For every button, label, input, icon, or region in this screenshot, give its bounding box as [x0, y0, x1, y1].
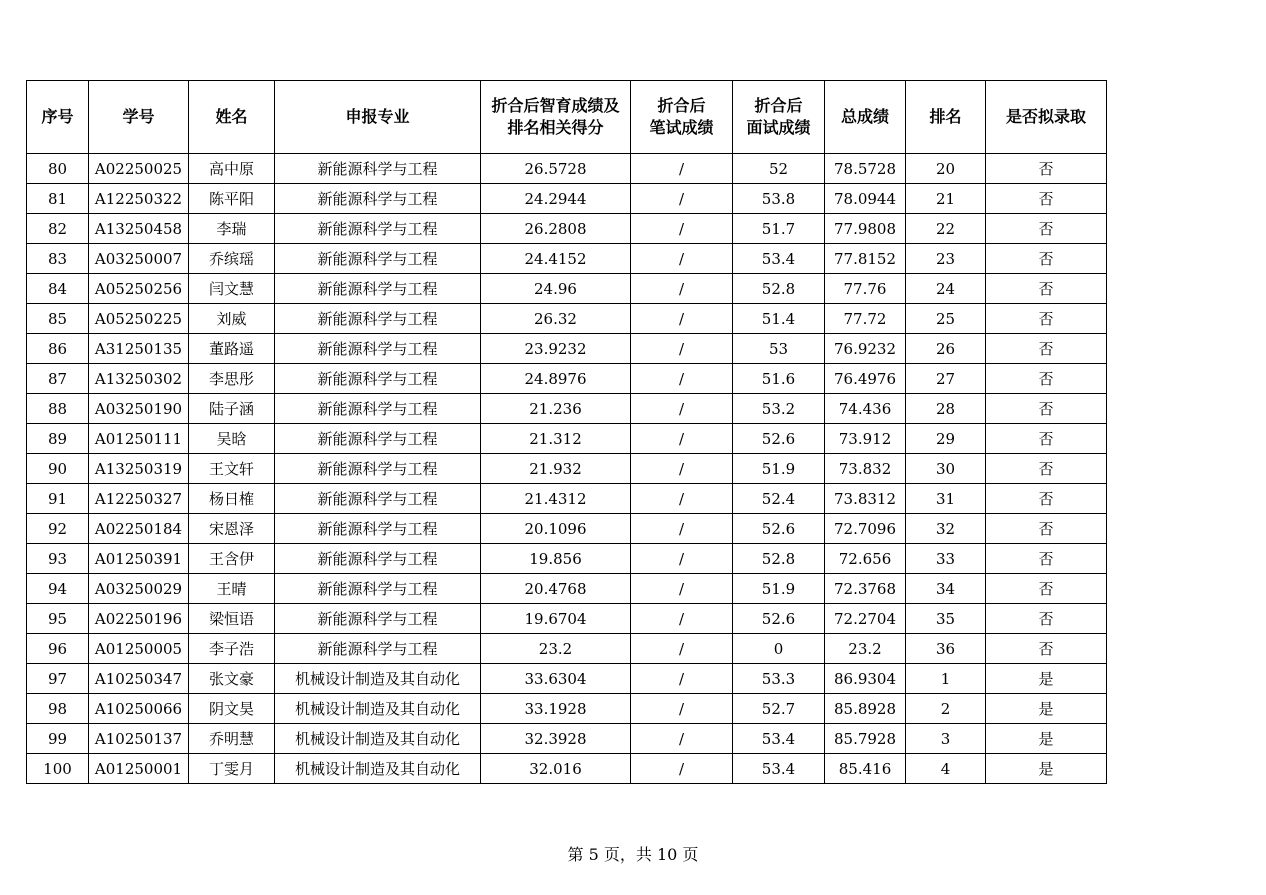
name-cell: 刘威	[189, 304, 275, 334]
admission-cell: 否	[986, 484, 1107, 514]
interview-score-cell: 52.4	[733, 484, 825, 514]
rank-cell: 34	[906, 574, 986, 604]
rank-cell: 1	[906, 664, 986, 694]
name-cell: 陈平阳	[189, 184, 275, 214]
major-cell: 新能源科学与工程	[275, 574, 481, 604]
written-score-cell: /	[631, 634, 733, 664]
admission-cell: 否	[986, 154, 1107, 184]
admission-cell: 否	[986, 574, 1107, 604]
interview-score-cell: 53.3	[733, 664, 825, 694]
interview-score-cell: 52.8	[733, 544, 825, 574]
serial-number-cell: 86	[27, 334, 89, 364]
major-cell: 新能源科学与工程	[275, 514, 481, 544]
table-row	[27, 634, 1107, 664]
rank-cell: 36	[906, 634, 986, 664]
academic-score-cell: 21.4312	[481, 484, 631, 514]
total-score-cell: 74.436	[825, 394, 906, 424]
academic-score-cell: 24.8976	[481, 364, 631, 394]
student-id-cell: A02250184	[89, 514, 189, 544]
admission-cell: 否	[986, 274, 1107, 304]
serial-number-cell: 98	[27, 694, 89, 724]
total-score-cell: 77.72	[825, 304, 906, 334]
major-cell: 新能源科学与工程	[275, 184, 481, 214]
name-cell: 张文豪	[189, 664, 275, 694]
table-row	[27, 334, 1107, 364]
written-score-cell: /	[631, 694, 733, 724]
major-cell: 新能源科学与工程	[275, 544, 481, 574]
rank-cell: 23	[906, 244, 986, 274]
academic-score-cell: 23.2	[481, 634, 631, 664]
serial-number-cell: 87	[27, 364, 89, 394]
header-serial-number: 序号	[27, 81, 89, 154]
interview-score-cell: 51.4	[733, 304, 825, 334]
serial-number-cell: 95	[27, 604, 89, 634]
total-score-cell: 85.8928	[825, 694, 906, 724]
student-id-cell: A01250005	[89, 634, 189, 664]
admission-cell: 否	[986, 304, 1107, 334]
serial-number-cell: 84	[27, 274, 89, 304]
total-score-cell: 85.7928	[825, 724, 906, 754]
written-score-cell: /	[631, 184, 733, 214]
table-body	[27, 154, 1107, 784]
major-cell: 新能源科学与工程	[275, 634, 481, 664]
table-row	[27, 214, 1107, 244]
table-header-row	[27, 81, 1107, 154]
academic-score-cell: 26.32	[481, 304, 631, 334]
academic-score-cell: 21.312	[481, 424, 631, 454]
admission-cell: 否	[986, 514, 1107, 544]
interview-score-cell: 53.8	[733, 184, 825, 214]
name-cell: 梁恒语	[189, 604, 275, 634]
total-score-cell: 72.656	[825, 544, 906, 574]
student-id-cell: A12250327	[89, 484, 189, 514]
academic-score-cell: 32.3928	[481, 724, 631, 754]
admission-cell: 否	[986, 364, 1107, 394]
serial-number-cell: 83	[27, 244, 89, 274]
academic-score-cell: 20.4768	[481, 574, 631, 604]
total-score-cell: 72.2704	[825, 604, 906, 634]
serial-number-cell: 99	[27, 724, 89, 754]
header-rank: 排名	[906, 81, 986, 154]
written-score-cell: /	[631, 724, 733, 754]
serial-number-cell: 82	[27, 214, 89, 244]
serial-number-cell: 94	[27, 574, 89, 604]
name-cell: 王含伊	[189, 544, 275, 574]
rank-cell: 27	[906, 364, 986, 394]
admission-cell: 是	[986, 754, 1107, 784]
interview-score-cell: 52.7	[733, 694, 825, 724]
header-interview-score: 折合后 面试成绩	[733, 81, 825, 154]
admission-cell: 否	[986, 454, 1107, 484]
table-row	[27, 604, 1107, 634]
rank-cell: 3	[906, 724, 986, 754]
rank-cell: 24	[906, 274, 986, 304]
total-score-cell: 76.4976	[825, 364, 906, 394]
interview-score-cell: 51.7	[733, 214, 825, 244]
admission-cell: 是	[986, 694, 1107, 724]
major-cell: 新能源科学与工程	[275, 364, 481, 394]
student-id-cell: A03250190	[89, 394, 189, 424]
admission-cell: 否	[986, 424, 1107, 454]
rank-cell: 35	[906, 604, 986, 634]
written-score-cell: /	[631, 574, 733, 604]
serial-number-cell: 88	[27, 394, 89, 424]
written-score-cell: /	[631, 454, 733, 484]
academic-score-cell: 19.856	[481, 544, 631, 574]
rank-cell: 33	[906, 544, 986, 574]
written-score-cell: /	[631, 244, 733, 274]
interview-score-cell: 52.6	[733, 424, 825, 454]
written-score-cell: /	[631, 304, 733, 334]
written-score-cell: /	[631, 154, 733, 184]
admission-cell: 是	[986, 724, 1107, 754]
table-row	[27, 754, 1107, 784]
name-cell: 李思彤	[189, 364, 275, 394]
interview-score-cell: 53.4	[733, 754, 825, 784]
total-score-cell: 23.2	[825, 634, 906, 664]
total-score-cell: 77.76	[825, 274, 906, 304]
header-name: 姓名	[189, 81, 275, 154]
table-row	[27, 574, 1107, 604]
written-score-cell: /	[631, 334, 733, 364]
total-score-cell: 86.9304	[825, 664, 906, 694]
student-id-cell: A03250007	[89, 244, 189, 274]
written-score-cell: /	[631, 664, 733, 694]
name-cell: 王文轩	[189, 454, 275, 484]
written-score-cell: /	[631, 514, 733, 544]
rank-cell: 20	[906, 154, 986, 184]
serial-number-cell: 90	[27, 454, 89, 484]
major-cell: 机械设计制造及其自动化	[275, 694, 481, 724]
academic-score-cell: 26.5728	[481, 154, 631, 184]
interview-score-cell: 53.4	[733, 724, 825, 754]
rank-cell: 21	[906, 184, 986, 214]
table-row	[27, 484, 1107, 514]
written-score-cell: /	[631, 424, 733, 454]
student-id-cell: A10250137	[89, 724, 189, 754]
major-cell: 新能源科学与工程	[275, 424, 481, 454]
score-table	[26, 80, 1107, 784]
name-cell: 阴文昊	[189, 694, 275, 724]
student-id-cell: A01250111	[89, 424, 189, 454]
written-score-cell: /	[631, 274, 733, 304]
interview-score-cell: 52	[733, 154, 825, 184]
interview-score-cell: 52.6	[733, 604, 825, 634]
student-id-cell: A12250322	[89, 184, 189, 214]
header-written-score: 折合后 笔试成绩	[631, 81, 733, 154]
written-score-cell: /	[631, 604, 733, 634]
serial-number-cell: 81	[27, 184, 89, 214]
total-score-cell: 78.0944	[825, 184, 906, 214]
academic-score-cell: 33.1928	[481, 694, 631, 724]
table-row	[27, 274, 1107, 304]
total-score-cell: 77.9808	[825, 214, 906, 244]
student-id-cell: A13250458	[89, 214, 189, 244]
name-cell: 李瑞	[189, 214, 275, 244]
written-score-cell: /	[631, 214, 733, 244]
academic-score-cell: 19.6704	[481, 604, 631, 634]
name-cell: 丁雯月	[189, 754, 275, 784]
major-cell: 新能源科学与工程	[275, 394, 481, 424]
major-cell: 新能源科学与工程	[275, 214, 481, 244]
table-row	[27, 514, 1107, 544]
table-row	[27, 664, 1107, 694]
rank-cell: 29	[906, 424, 986, 454]
admission-cell: 否	[986, 334, 1107, 364]
name-cell: 宋恩泽	[189, 514, 275, 544]
academic-score-cell: 21.932	[481, 454, 631, 484]
admission-cell: 否	[986, 214, 1107, 244]
major-cell: 新能源科学与工程	[275, 604, 481, 634]
rank-cell: 31	[906, 484, 986, 514]
name-cell: 王晴	[189, 574, 275, 604]
table-row	[27, 244, 1107, 274]
total-score-cell: 72.7096	[825, 514, 906, 544]
table-row	[27, 544, 1107, 574]
serial-number-cell: 80	[27, 154, 89, 184]
student-id-cell: A10250066	[89, 694, 189, 724]
total-score-cell: 78.5728	[825, 154, 906, 184]
rank-cell: 22	[906, 214, 986, 244]
rank-cell: 28	[906, 394, 986, 424]
major-cell: 新能源科学与工程	[275, 274, 481, 304]
student-id-cell: A05250256	[89, 274, 189, 304]
serial-number-cell: 100	[27, 754, 89, 784]
total-score-cell: 77.8152	[825, 244, 906, 274]
total-score-cell: 73.832	[825, 454, 906, 484]
student-id-cell: A10250347	[89, 664, 189, 694]
admission-cell: 否	[986, 634, 1107, 664]
interview-score-cell: 53	[733, 334, 825, 364]
written-score-cell: /	[631, 544, 733, 574]
name-cell: 闫文慧	[189, 274, 275, 304]
interview-score-cell: 0	[733, 634, 825, 664]
name-cell: 董路遥	[189, 334, 275, 364]
interview-score-cell: 51.6	[733, 364, 825, 394]
serial-number-cell: 91	[27, 484, 89, 514]
major-cell: 新能源科学与工程	[275, 454, 481, 484]
academic-score-cell: 24.2944	[481, 184, 631, 214]
total-score-cell: 73.8312	[825, 484, 906, 514]
written-score-cell: /	[631, 394, 733, 424]
table-row	[27, 424, 1107, 454]
student-id-cell: A02250025	[89, 154, 189, 184]
student-id-cell: A05250225	[89, 304, 189, 334]
name-cell: 乔缤瑶	[189, 244, 275, 274]
admission-cell: 否	[986, 544, 1107, 574]
academic-score-cell: 24.96	[481, 274, 631, 304]
header-admission: 是否拟录取	[986, 81, 1107, 154]
student-id-cell: A02250196	[89, 604, 189, 634]
student-id-cell: A03250029	[89, 574, 189, 604]
table-row	[27, 154, 1107, 184]
serial-number-cell: 97	[27, 664, 89, 694]
total-score-cell: 73.912	[825, 424, 906, 454]
page-footer: 第 5 页，共 10 页	[567, 845, 699, 864]
name-cell: 陆子涵	[189, 394, 275, 424]
rank-cell: 26	[906, 334, 986, 364]
rank-cell: 25	[906, 304, 986, 334]
student-id-cell: A13250319	[89, 454, 189, 484]
rank-cell: 2	[906, 694, 986, 724]
header-total-score: 总成绩	[825, 81, 906, 154]
student-id-cell: A01250001	[89, 754, 189, 784]
serial-number-cell: 92	[27, 514, 89, 544]
table-row	[27, 724, 1107, 754]
academic-score-cell: 26.2808	[481, 214, 631, 244]
written-score-cell: /	[631, 754, 733, 784]
major-cell: 新能源科学与工程	[275, 484, 481, 514]
interview-score-cell: 51.9	[733, 454, 825, 484]
academic-score-cell: 20.1096	[481, 514, 631, 544]
major-cell: 新能源科学与工程	[275, 334, 481, 364]
name-cell: 李子浩	[189, 634, 275, 664]
total-score-cell: 76.9232	[825, 334, 906, 364]
table-row	[27, 184, 1107, 214]
interview-score-cell: 51.9	[733, 574, 825, 604]
table-row	[27, 304, 1107, 334]
header-student-id: 学号	[89, 81, 189, 154]
academic-score-cell: 33.6304	[481, 664, 631, 694]
total-score-cell: 85.416	[825, 754, 906, 784]
total-score-cell: 72.3768	[825, 574, 906, 604]
written-score-cell: /	[631, 484, 733, 514]
interview-score-cell: 52.8	[733, 274, 825, 304]
major-cell: 新能源科学与工程	[275, 304, 481, 334]
academic-score-cell: 23.9232	[481, 334, 631, 364]
admission-cell: 否	[986, 244, 1107, 274]
serial-number-cell: 89	[27, 424, 89, 454]
table-row	[27, 454, 1107, 484]
rank-cell: 30	[906, 454, 986, 484]
major-cell: 机械设计制造及其自动化	[275, 754, 481, 784]
admission-cell: 否	[986, 184, 1107, 214]
name-cell: 吴晗	[189, 424, 275, 454]
major-cell: 新能源科学与工程	[275, 154, 481, 184]
major-cell: 机械设计制造及其自动化	[275, 724, 481, 754]
student-id-cell: A13250302	[89, 364, 189, 394]
serial-number-cell: 93	[27, 544, 89, 574]
admission-cell: 否	[986, 394, 1107, 424]
rank-cell: 32	[906, 514, 986, 544]
serial-number-cell: 85	[27, 304, 89, 334]
academic-score-cell: 21.236	[481, 394, 631, 424]
interview-score-cell: 52.6	[733, 514, 825, 544]
table-row	[27, 364, 1107, 394]
major-cell: 新能源科学与工程	[275, 244, 481, 274]
serial-number-cell: 96	[27, 634, 89, 664]
academic-score-cell: 32.016	[481, 754, 631, 784]
admission-cell: 否	[986, 604, 1107, 634]
interview-score-cell: 53.4	[733, 244, 825, 274]
table-row	[27, 694, 1107, 724]
interview-score-cell: 53.2	[733, 394, 825, 424]
academic-score-cell: 24.4152	[481, 244, 631, 274]
name-cell: 杨日榷	[189, 484, 275, 514]
student-id-cell: A01250391	[89, 544, 189, 574]
admission-cell: 是	[986, 664, 1107, 694]
name-cell: 乔明慧	[189, 724, 275, 754]
header-major: 申报专业	[275, 81, 481, 154]
header-academic-score: 折合后智育成绩及 排名相关得分	[481, 81, 631, 154]
table-row	[27, 394, 1107, 424]
rank-cell: 4	[906, 754, 986, 784]
major-cell: 机械设计制造及其自动化	[275, 664, 481, 694]
written-score-cell: /	[631, 364, 733, 394]
student-id-cell: A31250135	[89, 334, 189, 364]
name-cell: 高中原	[189, 154, 275, 184]
